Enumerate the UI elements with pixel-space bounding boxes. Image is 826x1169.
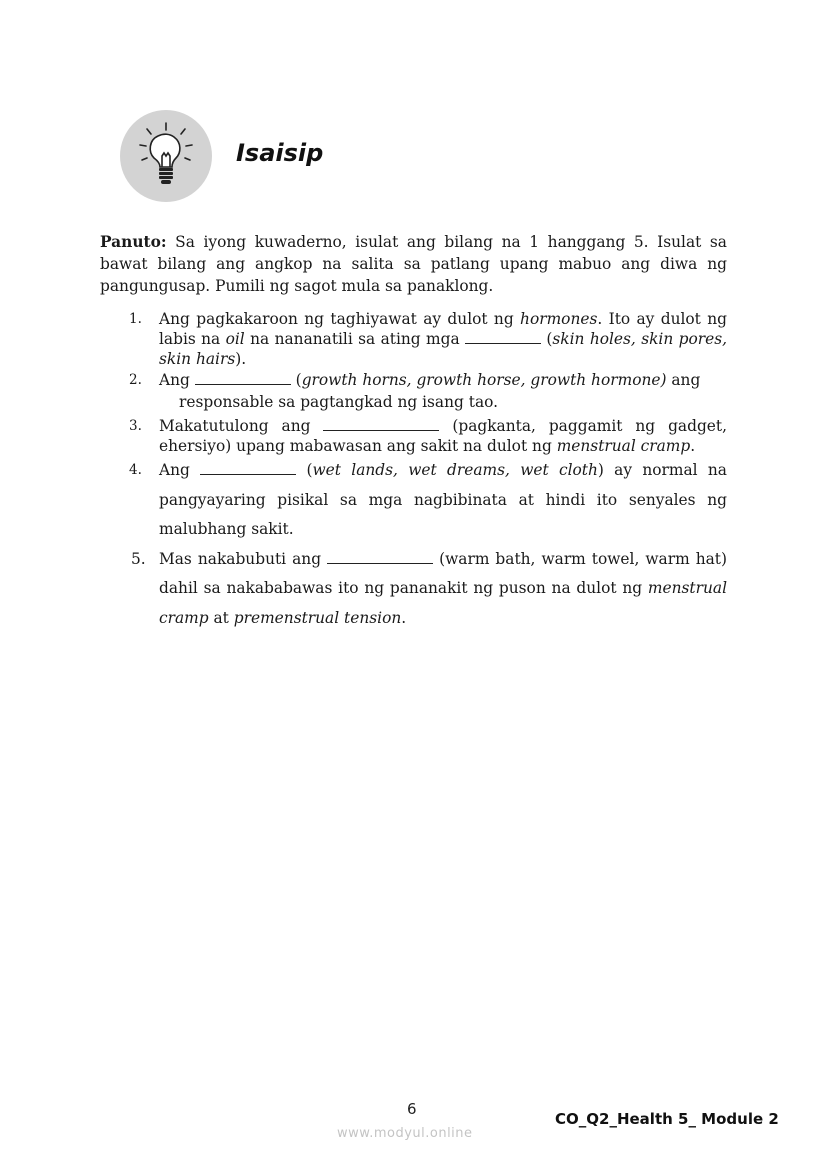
question-text: Makatutulong ang [159,417,324,435]
question-text-italic: menstrual cramp [556,437,691,455]
question-text-italic: hormones [520,310,598,328]
answer-blank[interactable] [465,329,541,344]
question-number: 3. [129,418,142,434]
choices: wet lands, wet dreams, wet cloth [312,461,598,479]
question-text: (warm bath, warm towel, warm hat) dahil sa nakababawas ito ng pananakit ng puson na dulot ng [159,549,727,597]
question-text: ang [666,371,701,389]
question-number: 4. [129,462,142,478]
instructions-text: Sa iyong kuwaderno, isulat ang bilang na 1 hanggang 5. Isulat sa bawat bilang ang angkop na salita sa patlang upang mabuo ang diwa ng pangungusap. Pumili ng sagot mula sa panaklong. [100,233,727,295]
question-text-italic: premenstrual tension [233,608,402,627]
question-item [100,309,727,369]
question-item [100,545,727,634]
question-text: (pagkanta, paggamit ng gadget, ehersiyo) upang mabawasan ang sakit na dulot ng [159,417,727,455]
question-text: responsable sa pagtangkad ng isang tao. [179,393,499,411]
question-text: ) ay normal na pangyayaring pisikal sa mga nagbibinata at hindi ito senyales ng malubhang sakit. [159,461,727,538]
question-number: 1. [129,311,142,327]
question-item [100,370,727,414]
choices: growth horns, growth horse, growth hormone) [301,371,667,389]
page-number: 6 [407,1100,417,1118]
question-number: 5. [131,549,146,568]
question-text: . [690,437,696,455]
choices: skin holes, skin pores, skin hairs [159,330,727,368]
answer-blank[interactable] [327,549,433,564]
question-item [100,416,727,456]
answer-blank[interactable] [195,370,291,385]
answer-blank[interactable] [200,460,296,475]
question-text: ( [541,330,553,348]
question-item [100,456,727,545]
instructions-label: Panuto: [100,233,167,251]
question-text: . Ito ay dulot ng labis na [159,310,727,348]
module-code: CO_Q2_Health 5_ Module 2 [555,1110,779,1128]
instructions [100,231,727,297]
question-text: Ang pagkakaroon ng taghiyawat ay dulot ng [159,310,521,328]
question-text: Ang [159,371,195,389]
lightbulb-badge [120,110,212,202]
question-text: at [208,608,234,627]
lightbulb-icon [120,110,212,202]
question-number: 2. [129,372,142,388]
question-text-italic: oil [225,330,245,348]
question-text-italic: menstrual cramp [159,579,727,627]
question-text: na nananatili sa ating mga [244,330,466,348]
question-text: Ang [159,461,201,479]
question-list [100,309,727,633]
question-text: Mas nakabubuti ang [159,549,328,568]
answer-blank[interactable] [323,416,439,431]
question-text: ). [235,350,247,368]
question-text: ( [290,371,302,389]
watermark: www.modyul.online [337,1126,473,1141]
section-title: Isaisip [236,139,324,167]
question-text: ( [296,461,313,479]
question-text: . [401,608,407,627]
